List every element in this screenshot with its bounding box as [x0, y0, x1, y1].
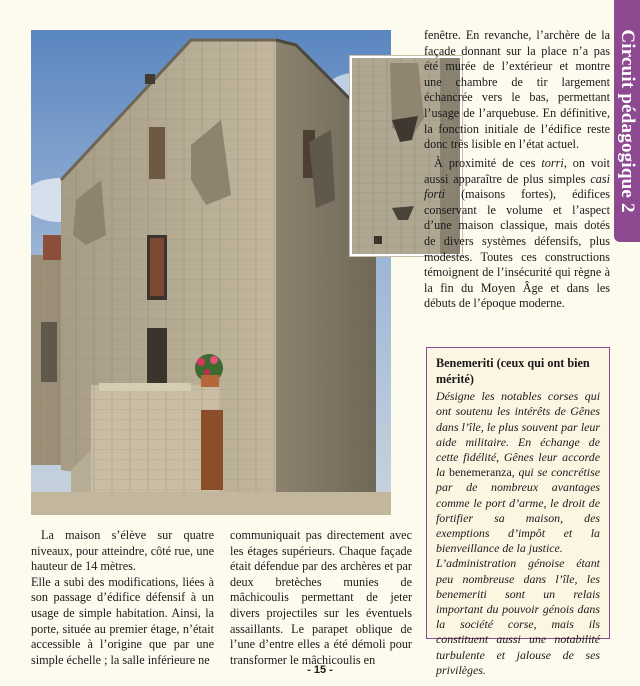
left-column: [31, 528, 214, 668]
benemeriti-box: [426, 347, 610, 677]
paragraph-facade: communiquait pas directement avec les étages supérieurs. Chaque façade était défendue par des archères et par deux bretèches munies de mâchicoulis permettant de jeter divers projectiles sur les éventuels assaillants. Le parapet oblique de l’une d’entre elles a été démoli pour transformer le mâchicoulis en: [230, 528, 412, 667]
box-body: [436, 389, 600, 678]
right-column-middle: [424, 156, 610, 312]
box-title: Benemeriti (ceux qui ont bien mérité): [436, 356, 590, 386]
right-column-top: [424, 28, 610, 153]
torri-middle: , on voit aussi apparaître de plus simples: [424, 156, 610, 186]
torri-intro: À proximité de ces: [434, 156, 542, 170]
box-paragraph-1: [436, 389, 600, 556]
box-paragraph-1-end: , qui se concrétise par de nombreux avantages comme le port d’arme, le droit de fortifier sa maison, des exemptions d’impôt et la bienveillance de la justice.: [436, 465, 600, 556]
benemeranza-term: benemeranza: [449, 465, 512, 480]
box-paragraph-2: L’administration génoise étant peu nombreuse dans l’île, les benemeriti sont un relais important du pouvoir génois dans la société corse, mais ils constituent aussi une notabilité turbulente et jalouse de ses privilèges.: [436, 556, 600, 677]
paragraph-modifications: Elle a subi des modifications, liées à son passage d’édifice défensif à un usage de simple habitation. Ainsi, la porte, située au premier étage, n’était accessible à l’origine que par une simple échelle ; la salle inférieure ne: [31, 574, 214, 667]
section-tab-label: Circuit pédagogique 2: [617, 29, 638, 213]
casi-forti-term: casi forti: [424, 171, 610, 202]
main-photo: [31, 30, 391, 515]
paragraph-fenetre: fenêtre. En revanche, l’archère de la façade donnant sur la place n’a pas été murée de l’extérieur et montre une chambre de tir largement échancrée vers le bas, permettant l’usage de l’arquebuse. En définitive, la fonction initiale de l’édifice reste donc très lisible en l’état actuel.: [424, 28, 610, 152]
box-paragraph-1-start: Désigne les notables corses qui ont soutenu les intérêts de Gênes dans l’île, le plus souvent par leur aide militaire. En échange de cette fidélité, Gênes leur accorde la: [436, 389, 600, 480]
paragraph-hauteur: La maison s’élève sur quatre niveaux, pour atteindre, côté rue, une hauteur de 14 mètres.: [31, 528, 214, 574]
torri-term: torri: [541, 156, 564, 170]
stone-tower-photo-icon: [31, 30, 391, 515]
section-tab: [614, 0, 640, 242]
paragraph-torri: [424, 156, 610, 312]
page-number: - 15 -: [307, 664, 333, 676]
middle-column: [230, 528, 412, 668]
torri-end: (maisons fortes), édifices conservant le volume et l’aspect d’une maison classique, mais dotés de divers systèmes défensifs, plus modestes. Toutes ces constructions témoignent de l’insécurité qui règne à la fin du Moyen Âge et dans les débuts de l’époque moderne.: [424, 187, 610, 311]
